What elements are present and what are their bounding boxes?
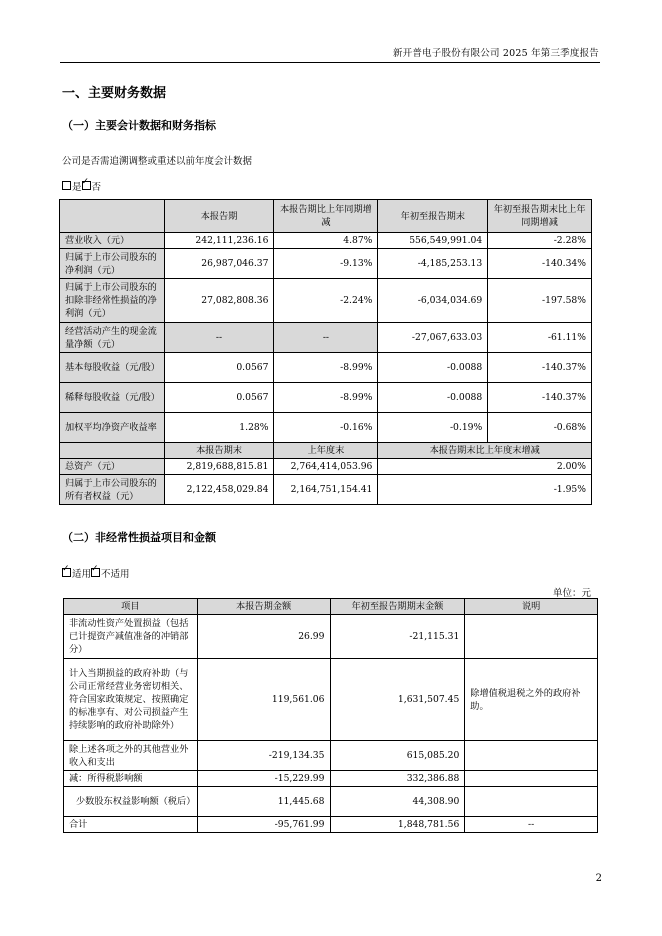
table-row [64, 659, 598, 741]
table-row [60, 459, 592, 475]
table-row [60, 475, 592, 505]
subsection-title-1: （一）主要会计数据和财务指标 [62, 119, 216, 132]
cell: -- [274, 323, 378, 353]
table-row [60, 249, 592, 279]
note-cell [465, 771, 598, 787]
cell: -8.99% [274, 383, 378, 413]
row-label: 归属于上市公司股东的所有者权益（元） [60, 475, 165, 505]
table-row [64, 787, 598, 817]
item-cell: 合计 [64, 817, 198, 833]
cell: -219,134.35 [197, 741, 330, 771]
cell: -15,229.99 [197, 771, 330, 787]
row-label: 基本每股收益（元/股） [60, 353, 165, 383]
cell: 2,164,751,154.41 [274, 475, 378, 505]
column-header: 本报告期金额 [197, 599, 330, 615]
cell: 332,386.88 [330, 771, 465, 787]
cell: -0.0088 [378, 383, 488, 413]
cell: 2,819,688,815.81 [164, 459, 274, 475]
cell: -6,034,034.69 [378, 279, 488, 323]
cell: -2.24% [274, 279, 378, 323]
cell: 26,987,046.37 [164, 249, 274, 279]
row-label: 稀释每股收益（元/股） [60, 383, 165, 413]
cell: -9.13% [274, 249, 378, 279]
cell: -1.95% [378, 475, 592, 505]
item-cell: 非流动性资产处置损益（包括已计提资产减值准备的冲销部分） [64, 615, 198, 659]
column-header: 本报告期末比上年度末增减 [378, 443, 592, 459]
column-header: 说明 [465, 599, 598, 615]
item-cell: 除上述各项之外的其他营业外收入和支出 [64, 741, 198, 771]
cell: -0.0088 [378, 353, 488, 383]
cell: -21,115.31 [330, 615, 465, 659]
cell: -197.58% [488, 279, 592, 323]
subsection-title-2: （二）非经常性损益项目和金额 [62, 531, 216, 544]
column-header: 年初至报告期期末金额 [330, 599, 465, 615]
applicable-label: 适用 [72, 569, 92, 580]
row-label: 归属于上市公司股东的扣除非经常性损益的净利润（元） [60, 279, 165, 323]
column-header: 上年度末 [274, 443, 378, 459]
note-cell: -- [465, 817, 598, 833]
cell: 615,085.20 [330, 741, 465, 771]
item-cell: 减：所得税影响额 [64, 771, 198, 787]
table-row [64, 741, 598, 771]
cell: 2,764,414,053.96 [274, 459, 378, 475]
applicable-options [62, 566, 130, 580]
cell: -0.16% [274, 413, 378, 443]
section-title: 一、主要财务数据 [62, 86, 167, 101]
row-label: 经营活动产生的现金流量净额（元） [60, 323, 165, 353]
table-row [60, 279, 592, 323]
cell: 11,445.68 [197, 787, 330, 817]
note-cell [465, 787, 598, 817]
cell: 0.0567 [164, 353, 274, 383]
table-row [60, 353, 592, 383]
note-cell [465, 741, 598, 771]
cell: -8.99% [274, 353, 378, 383]
checkbox-applicable-icon [62, 568, 71, 577]
cell: 44,308.90 [330, 787, 465, 817]
cell: -4,185,253.13 [378, 249, 488, 279]
table-row [60, 233, 592, 249]
not-applicable-label: 不适用 [101, 569, 130, 580]
unit-label: 单位：元 [552, 588, 591, 599]
column-header: 本报告期比上年同期增减 [274, 200, 378, 233]
table-row [64, 771, 598, 787]
cell: 2,122,458,029.84 [164, 475, 274, 505]
row-label: 加权平均净资产收益率 [60, 413, 165, 443]
column-header: 本报告期末 [164, 443, 274, 459]
cell: 1,848,781.56 [330, 817, 465, 833]
checkbox-not-applicable-icon [91, 568, 100, 577]
checkbox-yes-icon [62, 181, 71, 190]
row-label: 营业收入（元） [60, 233, 165, 249]
page-number: 2 [595, 873, 602, 884]
table-row [60, 413, 592, 443]
restatement-answer [62, 179, 101, 193]
note-cell: 除增值税退税之外的政府补助。 [465, 659, 598, 741]
table-header-row [60, 200, 592, 233]
note-cell [465, 615, 598, 659]
restatement-question: 公司是否需追溯调整或重述以前年度会计数据 [62, 156, 253, 167]
cell: -0.19% [378, 413, 488, 443]
key-financial-table [59, 199, 592, 505]
cell: 242,111,236.16 [164, 233, 274, 249]
table-header-row [64, 599, 598, 615]
cell: 1.28% [164, 413, 274, 443]
item-cell: 计入当期损益的政府补助（与公司正常经营业务密切相关、符合国家政策规定、按照确定的标准享有、对公司损益产生持续影响的政府补助除外） [64, 659, 198, 741]
cell: 4.87% [274, 233, 378, 249]
cell: 26.99 [197, 615, 330, 659]
cell: -95,761.99 [197, 817, 330, 833]
cell: -140.37% [488, 353, 592, 383]
cell: 2.00% [378, 459, 592, 475]
cell: 556,549,991.04 [378, 233, 488, 249]
table-total-row [64, 817, 598, 833]
answer-yes-label: 是 [72, 182, 82, 193]
cell: -- [164, 323, 274, 353]
row-label: 归属于上市公司股东的净利润（元） [60, 249, 165, 279]
non-recurring-table [63, 598, 598, 833]
page-header: 新开普电子股份有限公司 2025 年第三季度报告 [392, 48, 599, 59]
table-row [60, 383, 592, 413]
column-header: 年初至报告期末比上年同期增减 [488, 200, 592, 233]
cell: 1,631,507.45 [330, 659, 465, 741]
cell: -27,067,633.03 [378, 323, 488, 353]
cell: -61.11% [488, 323, 592, 353]
cell: 119,561.06 [197, 659, 330, 741]
cell: -2.28% [488, 233, 592, 249]
item-cell: 少数股东权益影响额（税后） [64, 787, 198, 817]
row-label: 总资产（元） [60, 459, 165, 475]
header-blank-cell [60, 443, 165, 459]
cell: -140.34% [488, 249, 592, 279]
column-header: 年初至报告期末 [378, 200, 488, 233]
header-blank-cell [60, 200, 165, 233]
table-row [60, 323, 592, 353]
cell: -140.37% [488, 383, 592, 413]
column-header: 本报告期 [164, 200, 274, 233]
cell: 27,082,808.36 [164, 279, 274, 323]
cell: -0.68% [488, 413, 592, 443]
cell: 0.0567 [164, 383, 274, 413]
answer-no-label: 否 [91, 182, 102, 193]
column-header: 项目 [64, 599, 198, 615]
checkbox-no-icon [82, 181, 91, 190]
table-row [64, 615, 598, 659]
header-divider [60, 62, 600, 63]
table-subheader-row [60, 443, 592, 459]
